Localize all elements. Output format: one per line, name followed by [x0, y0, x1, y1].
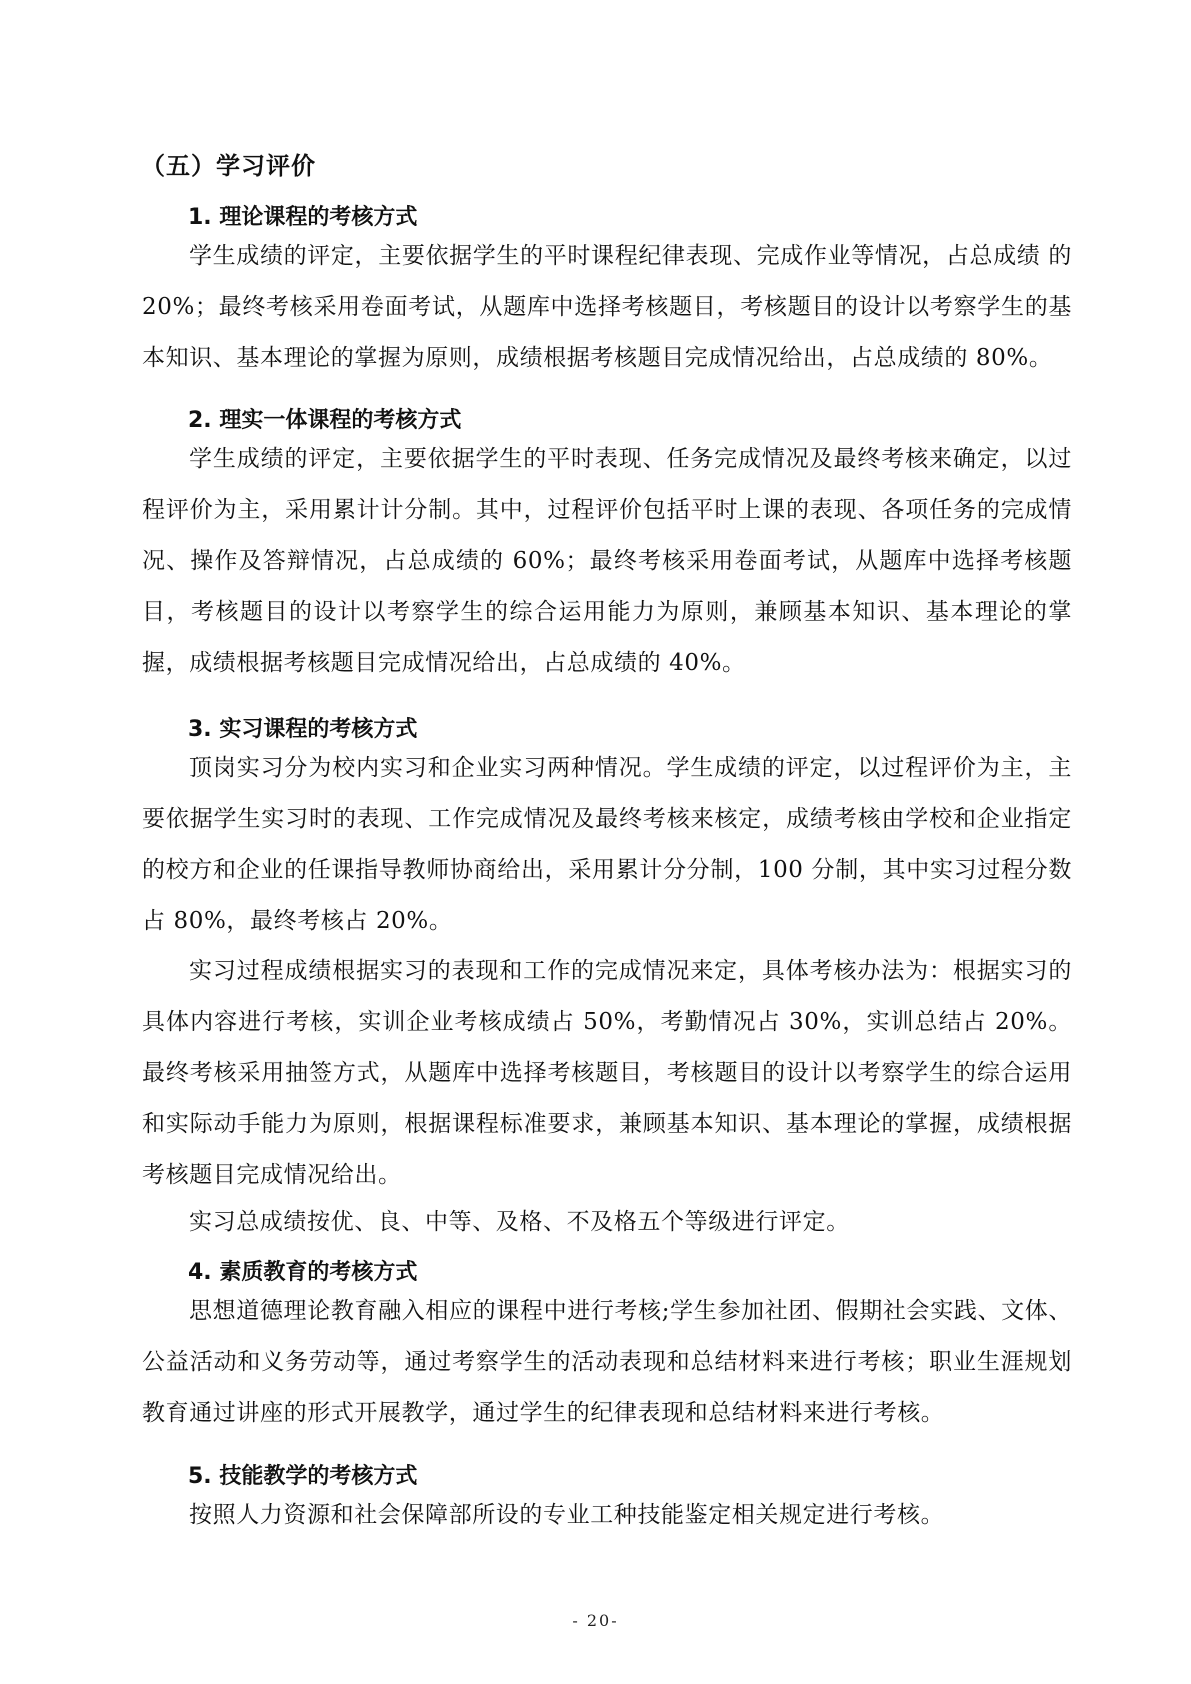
subsection-heading-1: 1. 理论课程的考核方式 — [188, 205, 418, 230]
paragraph-quality-education: 思想道德理论教育融入相应的课程中进行考核;学生参加社团、假期社会实践、文体、公益活动和义务劳动等，通过考察学生的活动表现和总结材料来进行考核；职业生涯规划教育通过讲座的形式开展教学，通过学生的纪律表现和总结材料来进行考核。 — [142, 1298, 1072, 1426]
paragraph-skills-assessment: 按照人力资源和社会保障部所设的专业工种技能鉴定相关规定进行考核。 — [189, 1502, 945, 1528]
page-number: - 20- — [572, 1611, 619, 1630]
paragraph-theory-assessment: 学生成绩的评定，主要依据学生的平时课程纪律表现、完成作业等情况，占总成绩 的20%；最终考核采用卷面考试，从题库中选择考核题目，考核题目的设计以考察学生的基本知识、基本理论的掌握为原则，成绩根据考核题目完成情况给出，占总成绩的 80%。 — [142, 243, 1072, 371]
subsection-heading-5: 5. 技能教学的考核方式 — [188, 1464, 418, 1489]
section-title: （五）学习评价 — [141, 152, 316, 180]
paragraph-integrated-assessment: 学生成绩的评定，主要依据学生的平时表现、任务完成情况及最终考核来确定，以过程评价为主，采用累计计分制。其中，过程评价包括平时上课的表现、各项任务的完成情况、操作及答辩情况，占总成绩的 60%；最终考核采用卷面考试，从题库中选择考核题目，考核题目的设计以考察学生的综合运用能力为原则，兼顾基本知识、基本理论的掌握，成绩根据考核题目完成情况给出，占总成绩的 40%。 — [142, 446, 1072, 676]
subsection-heading-2: 2. 理实一体课程的考核方式 — [188, 408, 462, 433]
paragraph-internship-process: 实习过程成绩根据实习的表现和工作的完成情况来定，具体考核办法为：根据实习的具体内容进行考核，实训企业考核成绩占 50%，考勤情况占 30%，实训总结占 20%。最终考核采用抽签方式，从题库中选择考核题目，考核题目的设计以考察学生的综合运用和实际动手能力为原则，根据课程标准要求，兼顾基本知识、基本理论的掌握，成绩根据考核题目完成情况给出。 — [142, 958, 1072, 1188]
subsection-heading-4: 4. 素质教育的考核方式 — [188, 1260, 418, 1285]
paragraph-internship-grades: 实习总成绩按优、良、中等、及格、不及格五个等级进行评定。 — [189, 1209, 850, 1235]
subsection-heading-3: 3. 实习课程的考核方式 — [188, 717, 418, 742]
paragraph-internship-overview: 顶岗实习分为校内实习和企业实习两种情况。学生成绩的评定，以过程评价为主，主要依据学生实习时的表现、工作完成情况及最终考核来核定，成绩考核由学校和企业指定的校方和企业的任课指导教师协商给出，采用累计分分制，100 分制，其中实习过程分数占 80%，最终考核占 20%。 — [142, 755, 1072, 934]
